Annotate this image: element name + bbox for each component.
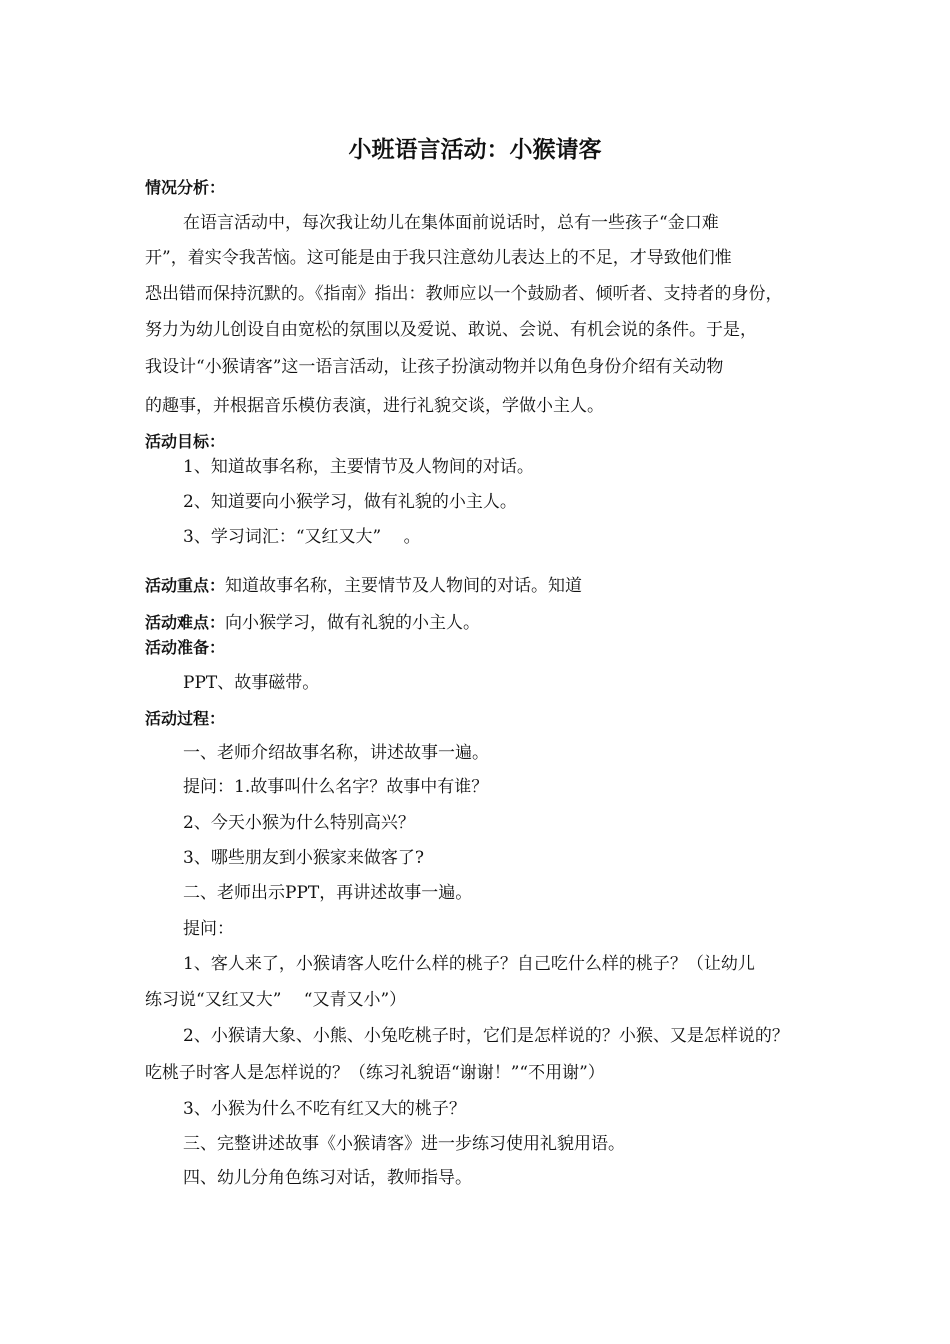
process-heading: 活动过程： xyxy=(145,709,226,728)
process-line: 提问：1.故事叫什么名字？故事中有谁？ xyxy=(183,777,489,797)
process-line: 四、幼儿分角色练习对话，教师指导。 xyxy=(183,1168,472,1188)
process-line: 三、完整讲述故事《小猴请客》进一步练习使用礼貌用语。 xyxy=(183,1134,625,1154)
difficulty xyxy=(145,611,480,635)
situation-line: 开”，着实令我苦恼。这可能是由于我只注意幼儿表达上的不足，才导致他们惟 xyxy=(145,248,732,268)
difficulty-text: 向小猴学习，做有礼貌的小主人。 xyxy=(225,613,481,633)
situation-heading: 情况分析： xyxy=(145,178,226,197)
situation-line: 努力为幼儿创设自由宽松的氛围以及爱说、敢说、会说、有机会说的条件。于是， xyxy=(145,320,757,340)
situation-line: 恐出错而保持沉默的。《指南》指出：教师应以一个鼓励者、倾听者、支持者的身份， xyxy=(145,284,783,304)
process-line: 3、哪些朋友到小猴家来做客了? xyxy=(183,848,424,868)
key-point-label: 活动重点： xyxy=(145,576,226,595)
process-line: 2、今天小猴为什么特别高兴？ xyxy=(183,813,415,833)
difficulty-label: 活动难点： xyxy=(145,613,226,632)
key-point xyxy=(145,574,582,598)
goal-item: 2、知道要向小猴学习，做有礼貌的小主人。 xyxy=(183,492,517,512)
goal-item: 3、学习词汇：“又红又大” 。 xyxy=(183,527,421,547)
process-line: 练习说“又红又大” “又青又小”） xyxy=(145,990,407,1010)
goals-heading: 活动目标： xyxy=(145,432,226,451)
preparation-text: PPT、故事磁带。 xyxy=(183,673,320,693)
page-title: 小班语言活动：小猴请客 xyxy=(348,137,602,163)
preparation-heading: 活动准备： xyxy=(145,638,226,657)
process-line: 1、客人来了，小猴请客人吃什么样的桃子？自己吃什么样的桃子？（让幼儿 xyxy=(183,954,755,974)
process-line: 2、小猴请大象、小熊、小兔吃桃子时，它们是怎样说的？小猴、又是怎样说的？ xyxy=(183,1026,789,1046)
situation-line: 在语言活动中，每次我让幼儿在集体面前说话时，总有一些孩子“金口难 xyxy=(183,213,719,233)
goal-item: 1、知道故事名称，主要情节及人物间的对话。 xyxy=(183,457,534,477)
process-line: 吃桃子时客人是怎样说的？（练习礼貌语“谢谢！”“不用谢”） xyxy=(145,1063,605,1083)
key-point-text: 知道故事名称，主要情节及人物间的对话。知道 xyxy=(225,576,583,596)
situation-line: 的趣事，并根据音乐模仿表演，进行礼貌交谈，学做小主人。 xyxy=(145,396,604,416)
process-line: 一、老师介绍故事名称，讲述故事一遍。 xyxy=(183,743,489,763)
process-line: 3、小猴为什么不吃有红又大的桃子？ xyxy=(183,1099,466,1119)
process-line: 二、老师出示PPT，再讲述故事一遍。 xyxy=(183,883,473,903)
process-line: 提问： xyxy=(183,919,234,939)
situation-line: 我设计“小猴请客”这一语言活动，让孩子扮演动物并以角色身份介绍有关动物 xyxy=(145,357,724,377)
